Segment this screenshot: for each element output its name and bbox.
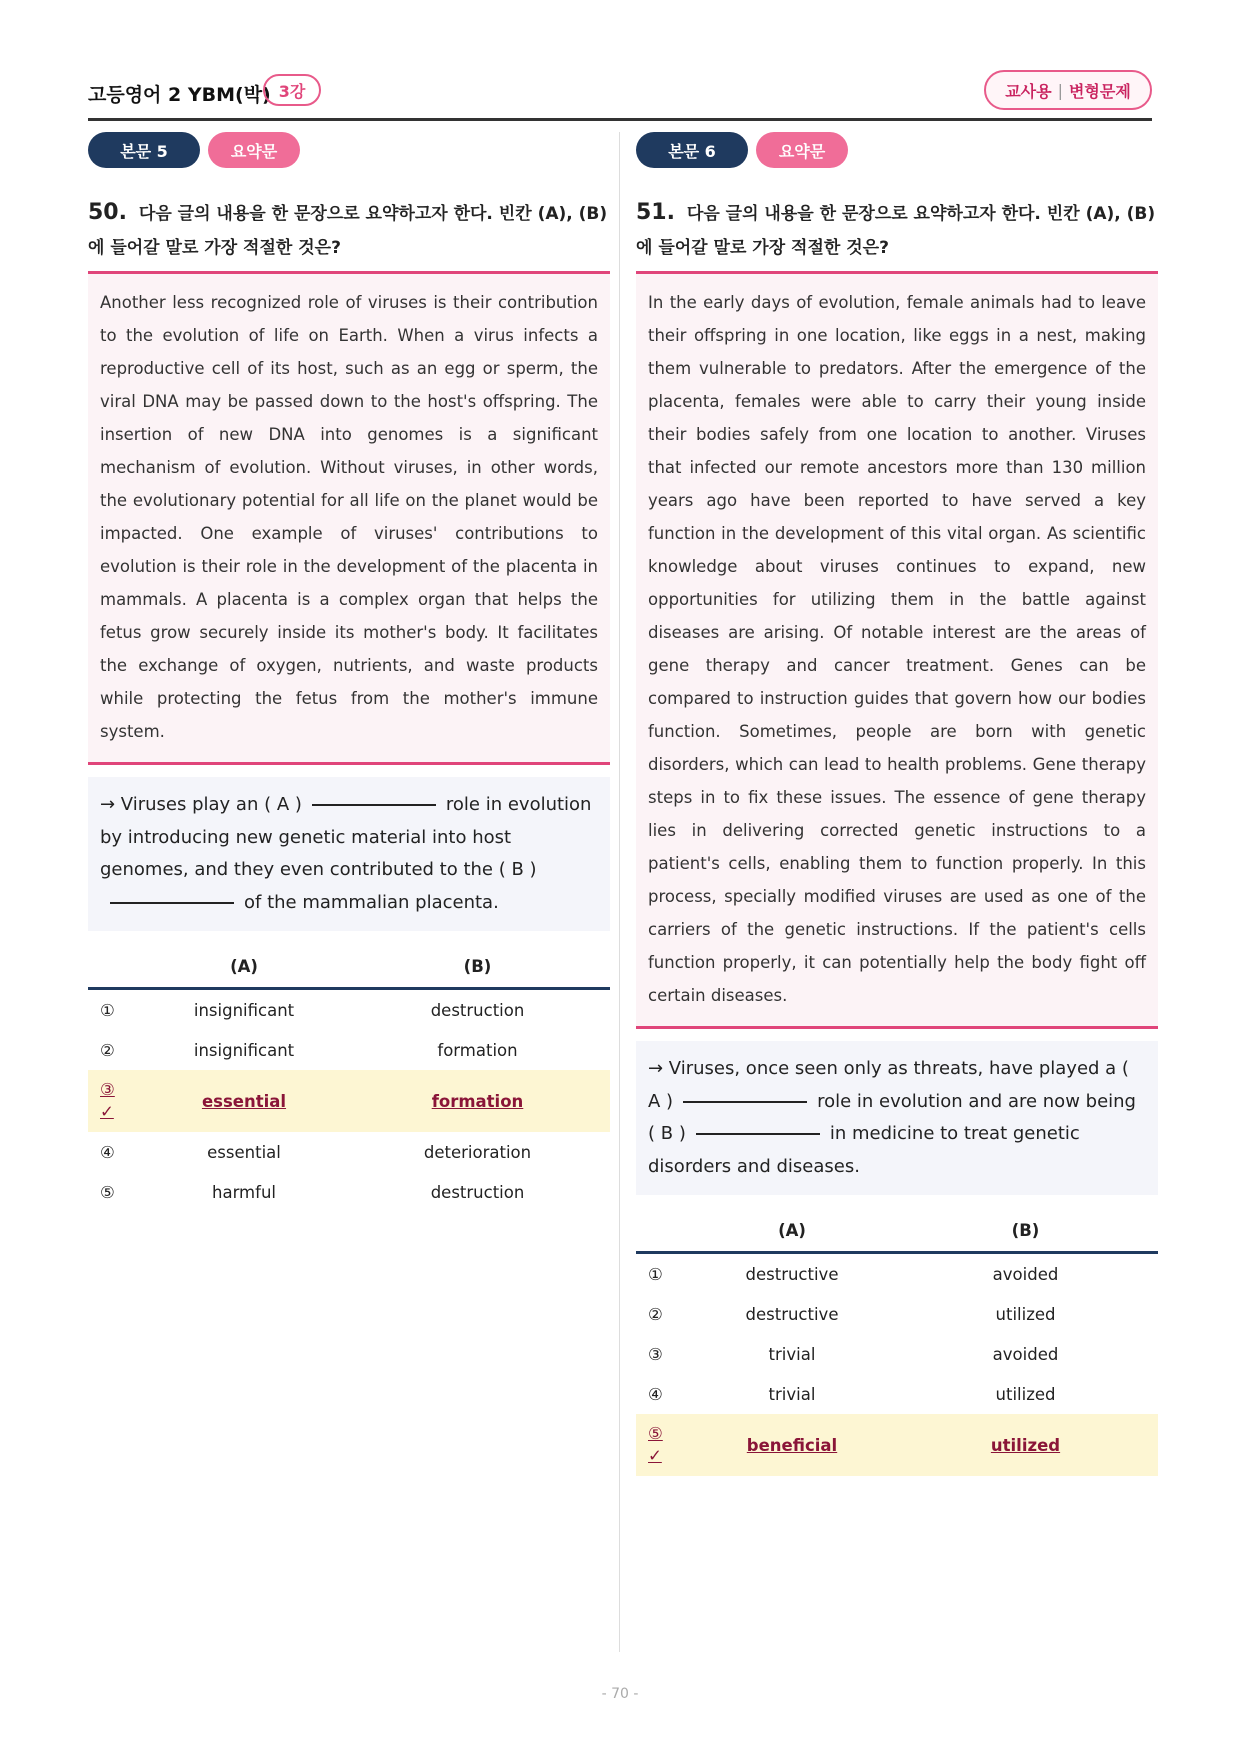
choice-number-text: ⑤ <box>648 1424 663 1443</box>
choice-a: essential <box>143 1070 345 1132</box>
choice-row[interactable] <box>88 1132 610 1172</box>
passage-pill: 본문 5 <box>88 132 200 168</box>
choice-row[interactable] <box>88 1172 610 1212</box>
tag-separator: | <box>1057 80 1063 100</box>
tag-teacher: 교사용 <box>1005 81 1052 101</box>
col-a-header: (A) <box>143 945 345 989</box>
choice-row[interactable] <box>636 1374 1158 1414</box>
choice-a: insignificant <box>193 1000 295 1020</box>
summary-part-1: → Viruses play an ( A ) <box>100 794 302 815</box>
choice-row[interactable] <box>636 1334 1158 1374</box>
choice-a: destructive <box>745 1304 839 1324</box>
summary-part-2: role in evolution by introducing new genetic material into host genomes, and they even contributed to the ( B ) <box>100 794 592 880</box>
choice-a: essential <box>207 1142 281 1162</box>
choice-b: avoided <box>992 1344 1059 1364</box>
question-text: 다음 글의 내용을 한 문장으로 요약하고자 한다. 빈칸 (A), (B)에 들어갈 말로 가장 적절한 것은? <box>88 204 608 258</box>
summary-box <box>636 1041 1158 1195</box>
summary-part-3: of the mammalian placenta. <box>244 891 499 913</box>
type-pill: 요약문 <box>208 132 300 168</box>
choice-row-correct[interactable] <box>636 1414 1158 1476</box>
section-pills <box>88 132 610 168</box>
choice-a: trivial <box>768 1344 816 1364</box>
choice-a: harmful <box>212 1182 276 1202</box>
choice-row-correct[interactable] <box>88 1070 610 1132</box>
teacher-tag <box>984 70 1152 110</box>
choice-b: utilized <box>995 1304 1056 1324</box>
page-number: - 70 - <box>601 1686 639 1702</box>
question-51-column <box>636 132 1158 1476</box>
blank-b <box>110 902 234 904</box>
header-title: 고등영어 2 YBM(박) <box>88 84 271 106</box>
choice-row[interactable] <box>88 989 610 1031</box>
check-mark-icon: ✓ <box>100 1102 114 1121</box>
choice-b: utilized <box>893 1414 1158 1476</box>
choice-number: ① <box>100 1000 115 1020</box>
page-header <box>88 70 1152 121</box>
choice-a: beneficial <box>691 1414 893 1476</box>
choice-number: ④ <box>100 1142 115 1162</box>
passage-text: Another less recognized role of viruses is their contribution to the evolution of life on Earth. When a virus infects a reproductive cell of its host, such as an egg or sperm, the viral DNA may be passed down to the host's offspring. The insertion of new DNA into genomes is a significant mechanism of evolution. Without viruses, in other words, the evolutionary potential for all life on the planet would be impacted. One example of viruses' contributions to evolution is their role in the development of the placenta in mammals. A placenta is a complex organ that helps the fetus grow securely inside its mother's body. It facilitates the exchange of oxygen, nutrients, and waste products while protecting the fetus from the mother's immune system. <box>88 274 610 765</box>
question-text: 다음 글의 내용을 한 문장으로 요약하고자 한다. 빈칸 (A), (B)에 들어갈 말로 가장 적절한 것은? <box>636 204 1156 258</box>
answer-choices-table <box>636 1209 1158 1476</box>
summary-box <box>88 777 610 931</box>
passage-pill: 본문 6 <box>636 132 748 168</box>
choice-number-text: ③ <box>100 1080 115 1099</box>
choice-number: ④ <box>648 1384 663 1404</box>
choice-row[interactable] <box>88 1030 610 1070</box>
blank-a <box>312 804 436 806</box>
choice-number: ⑤ <box>100 1182 115 1202</box>
choice-b: destruction <box>430 1182 525 1202</box>
col-num <box>636 1209 691 1253</box>
check-mark-icon: ✓ <box>648 1446 662 1465</box>
tag-variant: 변형문제 <box>1068 81 1131 101</box>
passage-text: In the early days of evolution, female animals had to leave their offspring in one location, like eggs in a nest, making them vulnerable to predators. After the emergence of the placenta, females were able to carry their young inside their bodies safely from one location to another. Viruses that infected our remote ancestors more than 130 million years ago have been reported to have served a key function in the development of this vital organ. As scientific knowledge about viruses continues to expand, new opportunities for utilizing them in the battle against diseases are arising. Of notable interest are the areas of gene therapy and cancer treatment. Genes can be compared to instruction guides that govern how our bodies function. Sometimes, people are born with genetic disorders, which can lead to health problems. Gene therapy steps in to fix these issues. The essence of gene therapy lies in delivering corrected genetic instructions to a patient's cells, enabling them to function properly. In this process, specially modified viruses are used as one of the carriers of the genetic instructions. If the patient's cells function properly, it can potentially help the body fight off certain diseases. <box>636 274 1158 1029</box>
column-divider <box>619 132 620 1652</box>
question-number: 51. <box>636 200 675 225</box>
choice-row[interactable] <box>636 1253 1158 1295</box>
question-prompt <box>88 196 610 274</box>
col-b-header: (B) <box>345 945 610 989</box>
choice-b: utilized <box>995 1384 1056 1404</box>
lesson-badge: 3강 <box>263 74 321 106</box>
summary-part-1: → Viruses, once seen only as threats, have played a ( A ) <box>648 1058 1129 1112</box>
choice-number: ③ <box>648 1344 663 1364</box>
blank-b <box>696 1133 820 1135</box>
choice-row[interactable] <box>636 1294 1158 1334</box>
choice-b: formation <box>437 1040 518 1060</box>
col-num <box>88 945 143 989</box>
summary-part-2: role in evolution and are now being ( B ) <box>648 1090 1136 1144</box>
choice-b: avoided <box>992 1264 1059 1284</box>
summary-part-3: in medicine to treat genetic disorders and diseases. <box>648 1123 1080 1177</box>
question-50-column <box>88 132 610 1212</box>
question-number: 50. <box>88 200 127 225</box>
choice-b: formation <box>345 1070 610 1132</box>
choice-a: insignificant <box>193 1040 295 1060</box>
section-pills <box>636 132 1158 168</box>
choice-number: ① <box>648 1264 663 1284</box>
answer-choices-table <box>88 945 610 1212</box>
choice-number <box>88 1070 143 1132</box>
question-prompt <box>636 196 1158 274</box>
col-b-header: (B) <box>893 1209 1158 1253</box>
col-a-header: (A) <box>691 1209 893 1253</box>
choice-number <box>636 1414 691 1476</box>
choice-b: destruction <box>430 1000 525 1020</box>
blank-a <box>683 1101 807 1103</box>
choice-a: destructive <box>745 1264 839 1284</box>
choice-number: ② <box>648 1304 663 1324</box>
type-pill: 요약문 <box>756 132 848 168</box>
choice-a: trivial <box>768 1384 816 1404</box>
choice-number: ② <box>100 1040 115 1060</box>
choice-b: deterioration <box>423 1142 532 1162</box>
